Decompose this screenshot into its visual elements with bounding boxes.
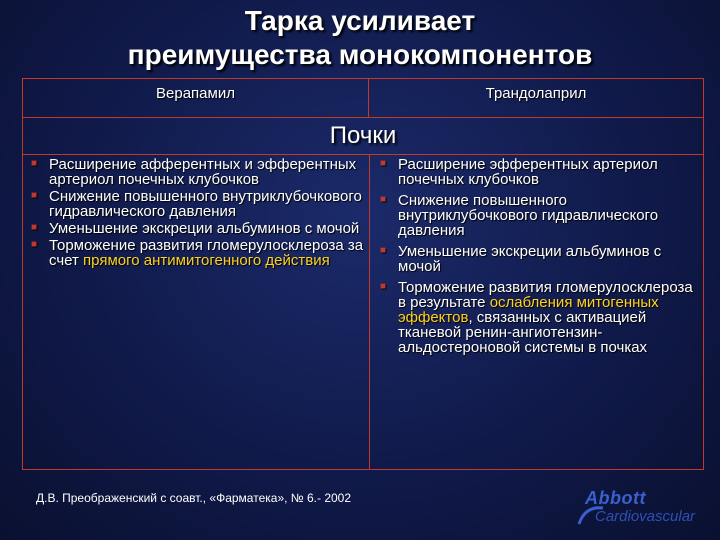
slide-title-line1: Тарка усиливает [244, 5, 476, 36]
header-trandolapril: Трандолаприл [485, 85, 587, 102]
trandolapril-effects [378, 157, 700, 361]
bullet-icon: ■ [380, 281, 387, 292]
highlighted-text: ослабления митогенных эффектов [398, 294, 659, 326]
bullet-icon: ■ [31, 158, 38, 169]
list-item: ■ Расширение эфферентных артериол почечных клубочков [380, 156, 658, 188]
list-item: ■ Уменьшение экскреции альбуминов с мочой [380, 243, 662, 275]
list-item: ■ Торможение развития гломерулосклероза в результате ослабления митогенных эффектов, связанных с активацией тканевой ренин-ангиотензин-альдостероновой системы в почках [380, 279, 693, 356]
bullet-icon: ■ [380, 158, 387, 169]
list-item: ■ Расширение афферентных и эфферентных артериол почечных клубочков [31, 156, 357, 188]
highlighted-text: прямого антимитогенного действия [83, 252, 330, 269]
list-item: ■ Уменьшение экскреции альбуминов с мочой [31, 220, 360, 237]
header-verapamil: Верапамил [23, 79, 369, 117]
abbott-logo [585, 488, 715, 532]
comparison-table [22, 78, 704, 470]
table-divider [23, 154, 703, 155]
slide-title [40, 4, 680, 72]
bullet-icon: ■ [380, 245, 387, 256]
section-header-kidneys: Почки [329, 122, 397, 149]
logo-name: Abbott [585, 488, 646, 508]
citation: Д.В. Преображенский с соавт., «Фарматека», № 6.- 2002 [36, 491, 352, 505]
list-item: ■ Торможение развития гломерулосклероза за счет прямого антимитогенного действия [31, 237, 364, 269]
bullet-icon: ■ [31, 239, 38, 250]
list-item: ■ Снижение повышенного внутриклубочкового гидравлического давления [31, 188, 362, 220]
logo-subtitle: Cardiovascular [595, 508, 696, 525]
bullet-icon: ■ [31, 190, 38, 201]
column-divider [369, 155, 370, 469]
verapamil-effects [29, 157, 365, 270]
list-item: ■ Снижение повышенного внутриклубочкового гидравлического давления [380, 192, 659, 239]
bullet-icon: ■ [31, 222, 38, 233]
slide-title-line2: преимущества монокомпонентов [127, 39, 593, 70]
bullet-icon: ■ [380, 194, 387, 205]
